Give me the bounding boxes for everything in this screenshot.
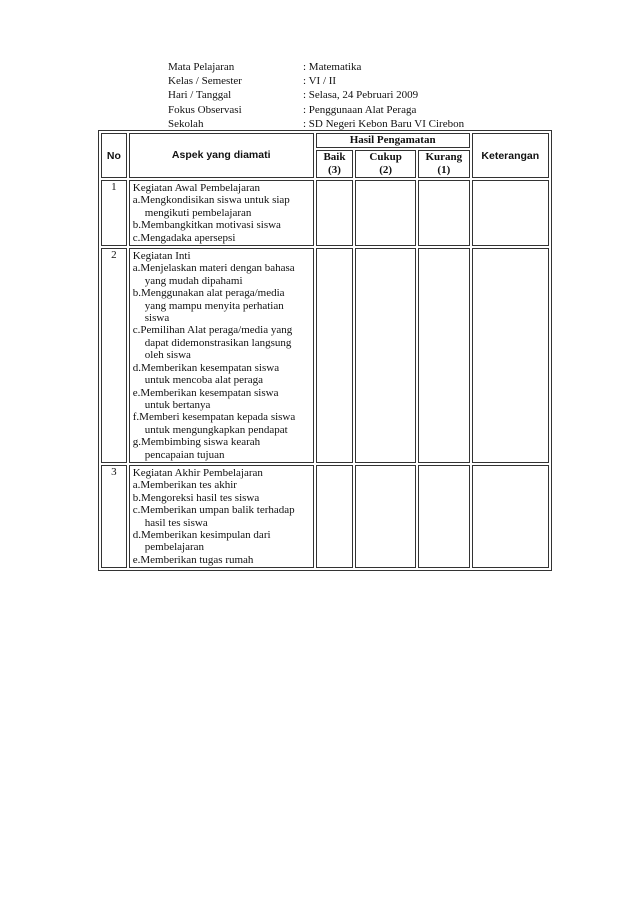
aspek-item-line: d.Memberikan kesimpulan dari bbox=[132, 528, 271, 541]
cell-ket[interactable] bbox=[472, 180, 549, 246]
header-aspek: Aspek yang diamati bbox=[129, 133, 314, 178]
aspek-item-line: dapat didemonstrasikan langsung bbox=[144, 336, 292, 349]
aspek-item bbox=[133, 262, 310, 287]
row-aspek-title: Kegiatan Awal Pembelajaran bbox=[132, 182, 261, 194]
aspek-item-line: a.Menjelaskan materi dengan bahasa bbox=[132, 262, 295, 275]
cell-ket[interactable] bbox=[472, 248, 549, 463]
meta-row-school bbox=[168, 117, 464, 131]
table-row bbox=[101, 465, 549, 568]
header-cukup-score: (2) bbox=[379, 164, 393, 176]
row-number: 2 bbox=[101, 248, 127, 463]
meta-value: : VI / II bbox=[303, 75, 337, 88]
row-aspek-title: Kegiatan Akhir Pembelajaran bbox=[132, 466, 263, 479]
meta-value: : Matematika bbox=[303, 61, 362, 73]
aspek-item-line: hasil tes siswa bbox=[144, 516, 208, 529]
meta-label: Sekolah bbox=[168, 117, 204, 130]
header-hasil: Hasil Pengamatan bbox=[316, 133, 470, 148]
aspek-item-line: c.Pemilihan Alat peraga/media yang bbox=[132, 324, 293, 337]
row-number: 3 bbox=[101, 465, 127, 568]
aspek-item-line: b.Menggunakan alat peraga/media bbox=[132, 287, 285, 300]
document-metadata bbox=[168, 60, 464, 131]
aspek-item-line: d.Memberikan kesempatan siswa bbox=[132, 361, 280, 374]
aspek-item bbox=[133, 436, 310, 461]
aspek-item bbox=[133, 194, 310, 219]
aspek-item-line: e.Memberikan tugas rumah bbox=[132, 553, 254, 566]
aspek-item bbox=[133, 479, 310, 491]
row-aspek bbox=[129, 248, 314, 463]
header-cukup bbox=[355, 150, 416, 178]
cell-cukup[interactable] bbox=[355, 465, 416, 568]
aspek-item-line: yang mudah dipahami bbox=[144, 274, 243, 287]
header-no: No bbox=[101, 133, 127, 178]
meta-label: Hari / Tanggal bbox=[168, 89, 232, 102]
meta-row-date bbox=[168, 88, 464, 102]
aspek-item bbox=[133, 219, 310, 231]
aspek-item-line: oleh siswa bbox=[144, 349, 191, 362]
table-row bbox=[101, 248, 549, 463]
aspek-item bbox=[133, 324, 310, 361]
cell-ket[interactable] bbox=[472, 465, 549, 568]
aspek-item-line: untuk mencoba alat peraga bbox=[144, 374, 263, 387]
meta-label: Kelas / Semester bbox=[168, 75, 242, 88]
meta-value: : Penggunaan Alat Peraga bbox=[303, 103, 417, 116]
aspek-item bbox=[133, 362, 310, 387]
header-baik-label: Baik bbox=[323, 151, 346, 163]
cell-baik[interactable] bbox=[316, 248, 354, 463]
meta-row-subject bbox=[168, 60, 464, 74]
cell-baik[interactable] bbox=[316, 180, 354, 246]
cell-kurang[interactable] bbox=[418, 465, 470, 568]
aspek-item-line: a.Memberikan tes akhir bbox=[132, 479, 237, 492]
cell-baik[interactable] bbox=[316, 465, 354, 568]
table-header-row bbox=[101, 133, 549, 148]
aspek-item-line: a.Mengkondisikan siswa untuk siap bbox=[132, 194, 290, 207]
row-number: 1 bbox=[101, 180, 127, 246]
header-kurang-label: Kurang bbox=[425, 151, 463, 163]
meta-label: Fokus Observasi bbox=[168, 103, 242, 116]
header-cukup-label: Cukup bbox=[369, 151, 402, 163]
row-aspek-title: Kegiatan Inti bbox=[132, 250, 191, 263]
meta-label: Mata Pelajaran bbox=[168, 61, 235, 73]
aspek-item-line: c.Mengadaka apersepsi bbox=[132, 231, 236, 244]
aspek-item bbox=[133, 411, 310, 436]
header-baik-score: (3) bbox=[328, 164, 341, 176]
cell-cukup[interactable] bbox=[355, 248, 416, 463]
aspek-item-line: mengikuti pembelajaran bbox=[144, 206, 252, 219]
aspek-item-line: b.Mengoreksi hasil tes siswa bbox=[132, 491, 260, 504]
aspek-item bbox=[133, 504, 310, 529]
cell-kurang[interactable] bbox=[418, 180, 470, 246]
aspek-item-line: pencapaian tujuan bbox=[144, 448, 225, 461]
header-kurang bbox=[418, 150, 470, 178]
aspek-item-line: siswa bbox=[144, 312, 170, 325]
row-aspek bbox=[129, 180, 314, 246]
header-keterangan: Keterangan bbox=[472, 133, 549, 178]
aspek-item-line: c.Memberikan umpan balik terhadap bbox=[132, 504, 295, 517]
aspek-item bbox=[133, 529, 310, 554]
observation-table bbox=[98, 130, 552, 571]
aspek-item-line: b.Membangkitkan motivasi siswa bbox=[132, 219, 281, 232]
aspek-item-line: pembelajaran bbox=[144, 541, 205, 554]
header-baik bbox=[316, 150, 354, 178]
row-aspek bbox=[129, 465, 314, 568]
aspek-item-line: untuk bertanya bbox=[144, 398, 211, 411]
aspek-item bbox=[133, 554, 310, 566]
aspek-item bbox=[133, 492, 310, 504]
aspek-item-line: f.Memberi kesempatan kepada siswa bbox=[132, 411, 296, 424]
aspek-item bbox=[133, 287, 310, 324]
header-kurang-score: (1) bbox=[437, 164, 451, 176]
aspek-item-line: untuk mengungkapkan pendapat bbox=[144, 423, 288, 436]
aspek-item bbox=[133, 232, 310, 244]
aspek-item-line: yang mampu menyita perhatian bbox=[144, 299, 284, 312]
meta-row-class bbox=[168, 74, 464, 88]
aspek-item bbox=[133, 387, 310, 412]
table-row bbox=[101, 180, 549, 246]
cell-cukup[interactable] bbox=[355, 180, 416, 246]
aspek-item-line: g.Membimbing siswa kearah bbox=[132, 436, 261, 449]
table-body bbox=[101, 180, 549, 568]
meta-value: : SD Negeri Kebon Baru VI Cirebon bbox=[303, 117, 465, 130]
aspek-item-line: e.Memberikan kesempatan siswa bbox=[132, 386, 279, 399]
meta-row-focus bbox=[168, 103, 464, 117]
cell-kurang[interactable] bbox=[418, 248, 470, 463]
meta-value: : Selasa, 24 Pebruari 2009 bbox=[303, 89, 419, 102]
